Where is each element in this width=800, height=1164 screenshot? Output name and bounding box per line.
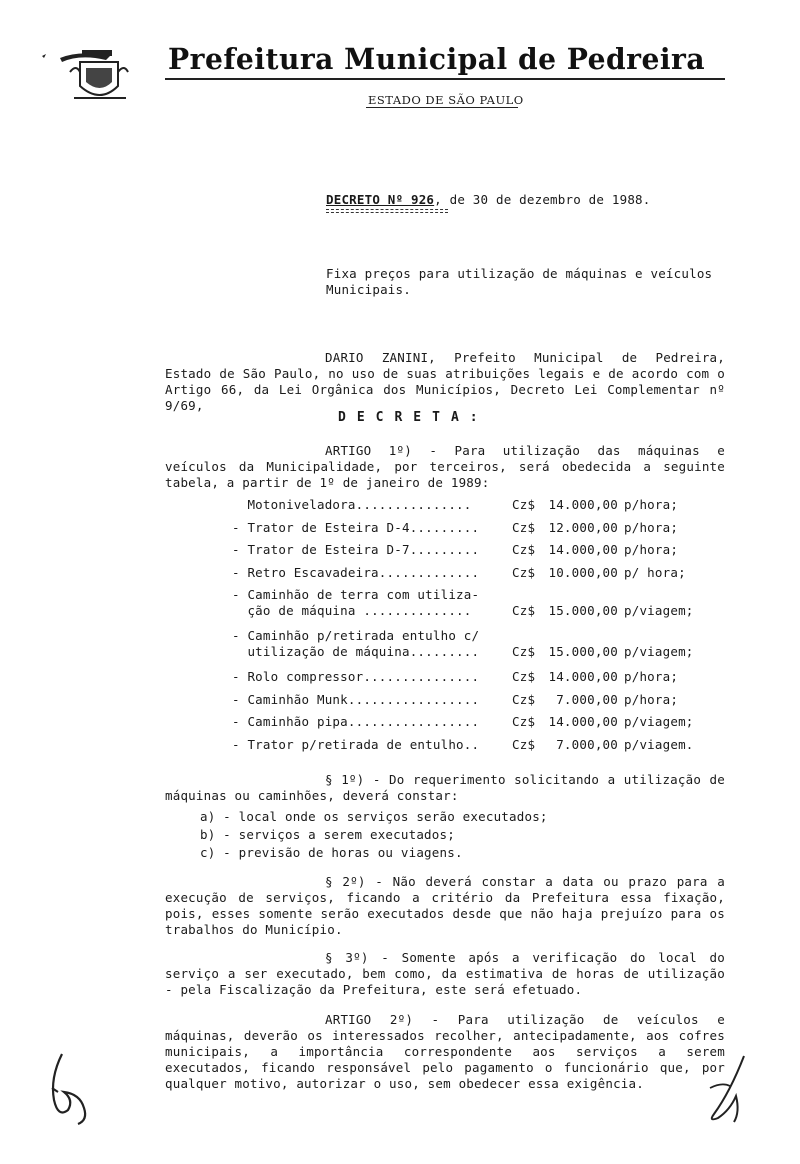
table-value: 7.000,00: [556, 736, 618, 752]
list-item: b) - serviços a serem executados;: [200, 827, 455, 842]
decree-number: DECRETO Nº 926: [326, 192, 435, 207]
decree-summary: Fixa preços para utilização de máquinas e veículos Municipais.: [326, 266, 713, 297]
table-unit: p/viagem;: [624, 714, 694, 729]
state-underline: [366, 107, 518, 108]
table-value: 14.000,00: [548, 497, 618, 512]
table-item: - Trator de Esteira D-4.........: [232, 519, 480, 535]
signature-initials-left: [44, 1048, 104, 1128]
decree-date: , de 30 de dezembro de 1988.: [434, 192, 651, 207]
table-unit: p/viagem.: [624, 736, 694, 752]
table-unit: p/viagem;: [624, 603, 694, 618]
table-value: 7.000,00: [556, 691, 618, 707]
table-currency: Cz$: [512, 644, 536, 659]
title-underline: [165, 78, 725, 80]
table-value: 14.000,00: [548, 714, 618, 729]
table-value: 12.000,00: [548, 519, 618, 535]
table-item: Motoniveladora...............: [232, 497, 472, 512]
table-row: [232, 714, 712, 737]
table-item: - Trator p/retirada de entulho..: [232, 736, 480, 752]
table-unit: p/hora;: [624, 497, 679, 512]
table-value: 14.000,00: [548, 669, 618, 684]
table-unit: p/ hora;: [624, 564, 686, 580]
table-value: 15.000,00: [548, 603, 618, 618]
price-table: [232, 497, 712, 759]
table-currency: Cz$: [512, 714, 536, 729]
list-item: a) - local onde os serviços serão executados;: [200, 809, 548, 824]
table-currency: Cz$: [512, 519, 536, 535]
table-value: 15.000,00: [548, 644, 618, 659]
table-item: - Trator de Esteira D-7.........: [232, 542, 480, 557]
list-item: c) - previsão de horas ou viagens.: [200, 845, 463, 860]
table-unit: p/hora;: [624, 542, 679, 557]
table-row: [232, 565, 712, 588]
municipal-crest-icon: [40, 42, 140, 106]
table-unit: p/hora;: [624, 691, 679, 707]
article-2: ARTIGO 2º) - Para utilização de veículos e máquinas, deverão os interessados recolher, antecipadamente, aos cofres municipais, a importância correspondente aos serviços a serem executados, ficando responsável pelo pagamento o funcionário que, por qualquer motivo, autorizar o uso, sem obedecer essa exigência.: [165, 1012, 725, 1091]
table-row: [232, 497, 712, 520]
table-row: [232, 669, 712, 692]
table-item: - Caminhão de terra com utiliza- ção de máquina ..............: [232, 587, 480, 618]
table-currency: Cz$: [512, 669, 536, 684]
decree-double-underline: [326, 209, 448, 213]
municipality-title: Prefeitura Municipal de Pedreira: [168, 42, 706, 76]
table-unit: p/viagem;: [624, 644, 694, 659]
paragraph-1: § 1º) - Do requerimento solicitando a utilização de máquinas ou caminhões, deverá constar:: [165, 772, 725, 803]
decreta-heading: DECRETA:: [338, 410, 489, 425]
table-value: 10.000,00: [548, 564, 618, 580]
paragraph-3: § 3º) - Somente após a verificação do local do serviço a ser executado, bem como, da estimativa de horas de utilização - pela Fiscalização da Prefeitura, este será efetuado.: [165, 950, 725, 997]
table-unit: p/hora;: [624, 519, 679, 535]
table-value: 14.000,00: [548, 542, 618, 557]
paragraph-2: § 2º) - Não deverá constar a data ou prazo para a execução de serviços, ficando a critério da Prefeitura essa fixação, pois, esses somente serão executados desde que não haja prejuízo para os trabalhos do Município.: [165, 874, 725, 937]
table-currency: Cz$: [512, 564, 536, 580]
paragraph-1-list: [200, 808, 548, 862]
table-item: - Caminhão pipa.................: [232, 714, 480, 729]
table-currency: Cz$: [512, 542, 536, 557]
table-item: - Retro Escavadeira.............: [232, 564, 480, 580]
table-row: [232, 520, 712, 543]
table-row: [232, 542, 712, 565]
table-currency: Cz$: [512, 736, 536, 752]
table-row: [232, 628, 712, 669]
table-row: [232, 692, 712, 715]
signature-initials-right: [700, 1052, 760, 1127]
state-subtitle: ESTADO DE SÃO PAULO: [368, 93, 524, 107]
table-currency: Cz$: [512, 691, 536, 707]
table-currency: Cz$: [512, 603, 536, 618]
table-unit: p/hora;: [624, 669, 679, 684]
article-1: ARTIGO 1º) - Para utilização das máquinas e veículos da Municipalidade, por terceiros, será obedecida a seguinte tabela, a partir de 1º de janeiro de 1989:: [165, 443, 725, 490]
table-item: - Caminhão Munk.................: [232, 691, 480, 707]
preamble-paragraph: DARIO ZANINI, Prefeito Municipal de Pedreira, Estado de São Paulo, no uso de suas atribuições legais e de acordo com o Artigo 66, da Lei Orgânica dos Municípios, Decreto Lei Complementar nº 9/69,: [165, 350, 725, 413]
table-currency: Cz$: [512, 497, 536, 512]
table-item: - Rolo compressor...............: [232, 669, 480, 684]
table-item: - Caminhão p/retirada entulho c/ utilização de máquina.........: [232, 628, 480, 659]
table-row: [232, 587, 712, 628]
table-row: [232, 737, 712, 760]
decree-heading: [326, 192, 651, 207]
